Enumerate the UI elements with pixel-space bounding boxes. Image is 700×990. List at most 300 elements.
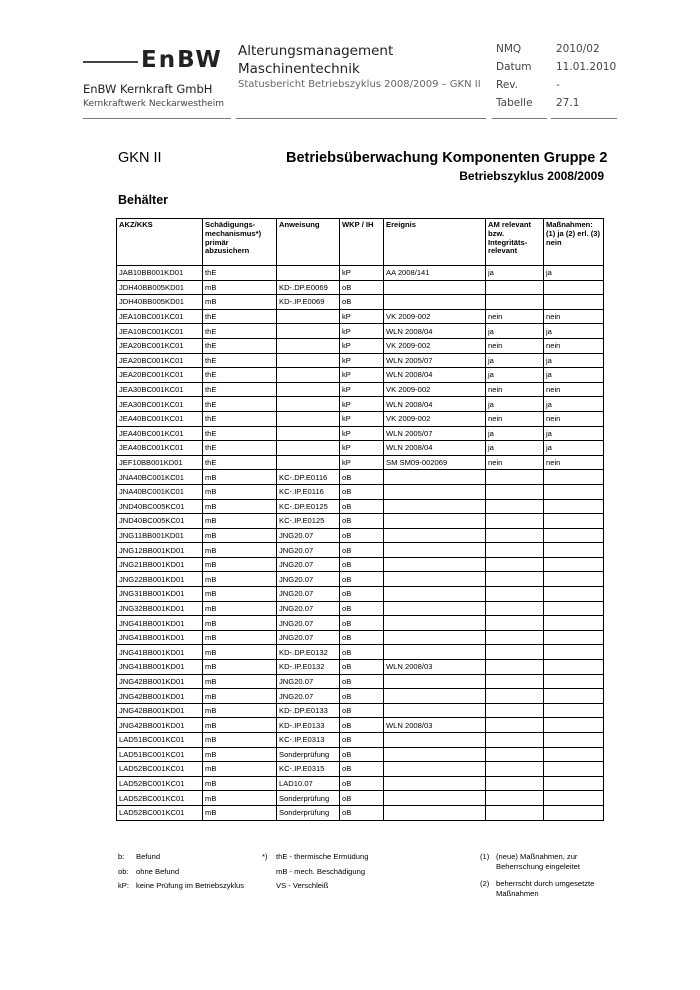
table-cell: kP [340,338,384,353]
table-cell: oB [340,805,384,820]
table-cell: kP [340,426,384,441]
table-cell [544,674,604,689]
table-cell: JNG41BB001KD01 [117,645,203,660]
legend-item [118,881,248,891]
table-cell [544,543,604,558]
table-cell [277,411,340,426]
doc-subtitle: Statusbericht Betriebszyklus 2008/2009 – GKN II [238,79,481,90]
table-cell: kP [340,266,384,281]
table-cell: oB [340,703,384,718]
table-cell: thE [203,411,277,426]
table-cell [277,397,340,412]
table-cell [384,762,486,777]
table-cell: WLN 2008/03 [384,660,486,675]
table-cell: WLN 2008/04 [384,368,486,383]
table-cell: JNG31BB001KD01 [117,587,203,602]
table-cell: oB [340,747,384,762]
table-cell: KD-.DP.E0069 [277,280,340,295]
table-cell: KD-.DP.E0132 [277,645,340,660]
table-cell [384,528,486,543]
table-cell: JNG20.07 [277,674,340,689]
table-cell: JND40BC005KC01 [117,514,203,529]
table-cell: WLN 2008/04 [384,397,486,412]
table-cell: ja [544,441,604,456]
table-cell: JNG20.07 [277,543,340,558]
table-cell [384,674,486,689]
column-header: Ereignis [384,219,486,266]
table-cell [486,470,544,485]
table-cell: ja [544,266,604,281]
table-cell: KC-.IP.E0313 [277,733,340,748]
table-cell: thE [203,353,277,368]
table-cell: LAD52BC001KC01 [117,776,203,791]
table-row [117,441,604,456]
table-cell: nein [486,338,544,353]
table-cell: LAD10.07 [277,776,340,791]
table-cell [277,441,340,456]
legend-mechanisms [262,852,412,896]
table-cell: mB [203,791,277,806]
table-cell: JEA40BC001KC01 [117,411,203,426]
table-cell: nein [486,382,544,397]
table-cell [277,455,340,470]
table-cell [277,368,340,383]
table-cell: nein [544,411,604,426]
legend-text: (neue) Maßnahmen, zur Beherrschung eingeleitet [496,852,581,871]
table-row [117,557,604,572]
table-cell: ja [544,397,604,412]
table-cell [384,601,486,616]
table-cell [486,572,544,587]
table-cell: oB [340,587,384,602]
table-cell: thE [203,455,277,470]
meta-row: Rev. - [496,79,560,91]
legend-item [118,867,248,877]
table-cell: thE [203,382,277,397]
table-cell: JNG20.07 [277,601,340,616]
table-cell [384,630,486,645]
table-cell [544,616,604,631]
legend-text: Befund [136,852,161,861]
table-row [117,572,604,587]
meta-row: NMQ 2010/02 [496,43,600,55]
table-cell [544,791,604,806]
table-cell: mB [203,747,277,762]
table-row [117,528,604,543]
table-cell: LAD52BC001KC01 [117,805,203,820]
table-cell: oB [340,718,384,733]
table-cell: JNG21BB001KD01 [117,557,203,572]
table-cell: thE [203,397,277,412]
table-row [117,587,604,602]
table-row [117,368,604,383]
table-row [117,499,604,514]
table-cell [544,470,604,485]
table-cell: oB [340,616,384,631]
table-row [117,630,604,645]
table-cell: thE [203,324,277,339]
table-cell: JNG42BB001KD01 [117,674,203,689]
plant-name: Kernkraftwerk Neckarwestheim [83,99,224,109]
table-cell [277,309,340,324]
document-header [0,0,700,125]
table-cell [486,762,544,777]
table-row [117,703,604,718]
table-row [117,747,604,762]
table-cell: nein [544,309,604,324]
header-rule [492,118,547,119]
table-cell: ja [544,353,604,368]
table-cell: JAB10BB001KD01 [117,266,203,281]
table-cell: JNG20.07 [277,587,340,602]
table-row [117,645,604,660]
table-cell [384,280,486,295]
table-cell: kP [340,309,384,324]
legend-item [118,852,248,862]
table-cell [486,791,544,806]
table-cell: mB [203,587,277,602]
table-cell: ja [486,397,544,412]
table-cell: oB [340,528,384,543]
table-cell: oB [340,514,384,529]
logo-line [83,61,138,63]
legend-key: ob: [118,866,129,876]
table-cell [486,630,544,645]
table-cell: JEA20BC001KC01 [117,368,203,383]
table-cell: oB [340,601,384,616]
legend-item [262,852,412,862]
table-cell: thE [203,309,277,324]
table-cell [486,718,544,733]
table-cell: VK 2009-002 [384,309,486,324]
table-cell: KC-.IP.E0116 [277,484,340,499]
table-cell: mB [203,674,277,689]
table-cell: KD-.IP.E0133 [277,718,340,733]
table-cell: nein [486,411,544,426]
table-cell: mB [203,295,277,310]
table-cell: mB [203,484,277,499]
table-cell: VK 2009-002 [384,411,486,426]
table-cell [544,528,604,543]
table-cell: mB [203,499,277,514]
table-row [117,543,604,558]
table-cell: kP [340,382,384,397]
table-cell: thE [203,426,277,441]
table-cell: oB [340,733,384,748]
legend-marker: *) [262,852,268,861]
table-cell: JDH40BB005KD01 [117,280,203,295]
table-cell [544,645,604,660]
table-cell: thE [203,441,277,456]
table-cell [486,776,544,791]
table-cell: thE [203,338,277,353]
table-cell [544,762,604,777]
column-header: Anweisung [277,219,340,266]
table-cell: nein [486,455,544,470]
table-cell [277,382,340,397]
legend-text: mB - mech. Beschädigung [276,866,366,876]
doc-meta [496,43,636,115]
table-cell [486,674,544,689]
table-cell [544,295,604,310]
table-cell: mB [203,689,277,704]
table-cell: ja [486,266,544,281]
table-cell [384,572,486,587]
legend-text: VS - Verschleiß [276,881,329,891]
table-cell [277,266,340,281]
legend-key: kP: [118,881,129,891]
table-cell [486,280,544,295]
cycle-title: Betriebszyklus 2008/2009 [459,169,604,183]
column-header: AKZ/KKS [117,219,203,266]
table-cell [384,543,486,558]
table-row [117,601,604,616]
table-cell [544,805,604,820]
table-cell: LAD52BC001KC01 [117,762,203,777]
table-row [117,426,604,441]
table-cell: kP [340,368,384,383]
table-row [117,266,604,281]
legend-text: thE - thermische Ermüdung [276,852,369,861]
table-cell: JEA40BC001KC01 [117,426,203,441]
table-row [117,382,604,397]
meta-row: Datum 11.01.2010 [496,61,617,73]
table-row [117,689,604,704]
table-cell: VK 2009-002 [384,382,486,397]
table-cell [384,733,486,748]
table-row [117,280,604,295]
table-cell [384,470,486,485]
header-rule [83,118,231,119]
table-cell [486,689,544,704]
table-cell: mB [203,776,277,791]
table-cell: oB [340,660,384,675]
table-cell [544,514,604,529]
legend-key: b: [118,852,125,861]
table-row [117,762,604,777]
table-cell: mB [203,762,277,777]
table-cell: mB [203,805,277,820]
table-cell: oB [340,689,384,704]
table-cell: mB [203,557,277,572]
table-cell [544,587,604,602]
components-table [116,218,604,821]
table-cell: oB [340,762,384,777]
table-cell [486,514,544,529]
table-cell: kP [340,441,384,456]
table-header-row [117,219,604,266]
table-cell: WLN 2008/03 [384,718,486,733]
table-cell: JNG41BB001KD01 [117,616,203,631]
table-cell: kP [340,411,384,426]
column-header: Maßnahmen: (1) ja (2) erl. (3) nein [544,219,604,266]
table-cell: oB [340,776,384,791]
column-header: Schädigungs-mechanismus*) primär abzusichern [203,219,277,266]
table-cell [384,616,486,631]
table-cell: JEA10BC001KC01 [117,309,203,324]
table-cell [384,747,486,762]
table-cell [384,805,486,820]
table-cell: ja [486,426,544,441]
table-cell: JNG20.07 [277,616,340,631]
table-cell [277,338,340,353]
table-cell: nein [486,309,544,324]
table-row [117,514,604,529]
legend-key: (1) [480,852,490,861]
table-cell: oB [340,280,384,295]
table-cell: LAD51BC001KC01 [117,733,203,748]
table-cell [486,528,544,543]
table-cell: JEA10BC001KC01 [117,324,203,339]
legend-text: ohne Befund [136,866,180,876]
table-cell: JEA40BC001KC01 [117,441,203,456]
company-logo: EnBW [141,47,223,73]
table-cell: AA 2008/141 [384,266,486,281]
table-body [117,266,604,821]
column-header: WKP / IH [340,219,384,266]
table-cell: mB [203,470,277,485]
table-cell: JDH40BB005KD01 [117,295,203,310]
table-cell: mB [203,543,277,558]
table-cell: KC-.DP.E0116 [277,470,340,485]
table-cell: Sonderprüfung [277,791,340,806]
table-row [117,295,604,310]
table-row [117,470,604,485]
table-cell: ja [486,441,544,456]
table-cell [544,747,604,762]
table-cell [384,499,486,514]
table-cell: WLN 2008/04 [384,324,486,339]
table-cell: JNG41BB001KD01 [117,660,203,675]
table-cell: ja [486,368,544,383]
table-cell [384,557,486,572]
table-row [117,791,604,806]
table-cell: oB [340,484,384,499]
table-cell [486,543,544,558]
table-cell: ja [486,353,544,368]
table-cell [544,630,604,645]
table-cell [486,557,544,572]
table-cell [544,660,604,675]
table-cell: oB [340,295,384,310]
table-row [117,733,604,748]
table-cell: ja [486,324,544,339]
table-cell: JNG20.07 [277,557,340,572]
table-cell: mB [203,572,277,587]
table-cell: mB [203,528,277,543]
table-cell: oB [340,557,384,572]
table-cell [384,645,486,660]
table-cell: KC-.IP.E0315 [277,762,340,777]
table-cell [544,280,604,295]
table-cell: JEA20BC001KC01 [117,338,203,353]
table-row [117,411,604,426]
header-rule [551,118,617,119]
table-cell [384,295,486,310]
table-cell [486,499,544,514]
table-cell: JNG11BB001KD01 [117,528,203,543]
table-cell: nein [544,455,604,470]
table-cell: JNG20.07 [277,572,340,587]
unit-title: GKN II [118,150,162,166]
group-title: Behälter [118,193,169,207]
table-cell: JNG12BB001KD01 [117,543,203,558]
table-cell [486,295,544,310]
table-cell: oB [340,630,384,645]
table-cell: mB [203,718,277,733]
table-cell: ja [544,324,604,339]
table-cell [486,660,544,675]
table-row [117,455,604,470]
table-cell: KD-.IP.E0132 [277,660,340,675]
table-cell [544,703,604,718]
table-cell [277,426,340,441]
table-cell [384,703,486,718]
table-cell: JNG42BB001KD01 [117,718,203,733]
table-cell [486,484,544,499]
table-cell: KD-.IP.E0069 [277,295,340,310]
table-cell: oB [340,791,384,806]
table-cell [486,733,544,748]
table-cell: VK 2009-002 [384,338,486,353]
legend-item [480,879,620,898]
table-cell [544,718,604,733]
table-row [117,324,604,339]
table-cell: JEF10BB001KD01 [117,455,203,470]
table-cell: mB [203,703,277,718]
table-row [117,353,604,368]
table-cell: Sonderprüfung [277,805,340,820]
table-cell [544,499,604,514]
table-cell: WLN 2005/07 [384,426,486,441]
table-cell [277,353,340,368]
table-cell [384,689,486,704]
table-cell: mB [203,660,277,675]
table-cell: mB [203,280,277,295]
table-cell: JNG32BB001KD01 [117,601,203,616]
table-cell: thE [203,266,277,281]
table-cell: JNA40BC001KC01 [117,470,203,485]
table-cell [486,703,544,718]
page-title: Betriebsüberwachung Komponenten Gruppe 2 [286,150,608,166]
table-cell: JNA40BC001KC01 [117,484,203,499]
table-cell: KC-.IP.E0125 [277,514,340,529]
column-header: AM relevant bzw. Integritäts-relevant [486,219,544,266]
table-cell: JNG42BB001KD01 [117,703,203,718]
table-cell [486,805,544,820]
table-cell: oB [340,674,384,689]
table-cell [384,514,486,529]
legend-text: beherrscht durch umgesetzte Maßnahmen [496,879,595,898]
table-cell: mB [203,630,277,645]
table-cell: JEA20BC001KC01 [117,353,203,368]
table-cell: JNG22BB001KD01 [117,572,203,587]
table-cell: oB [340,543,384,558]
table-cell: kP [340,324,384,339]
table-row [117,484,604,499]
table-cell: JNG20.07 [277,528,340,543]
table-cell: Sonderprüfung [277,747,340,762]
table-cell [544,601,604,616]
table-row [117,674,604,689]
table-cell: LAD52BC001KC01 [117,791,203,806]
legend-measures [480,852,620,906]
table-row [117,660,604,675]
table-row [117,309,604,324]
table-cell [384,776,486,791]
table-cell [544,557,604,572]
legend-text: keine Prüfung im Betriebszyklus [136,881,245,891]
